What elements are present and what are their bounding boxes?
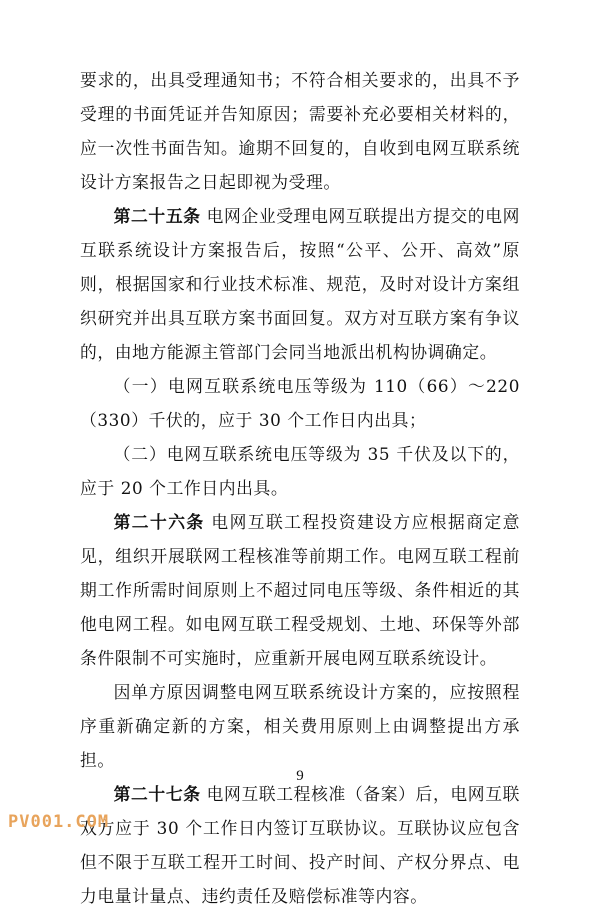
paragraph-text: 电网互联工程投资建设方应根据商定意见，组织开展联网工程核准等前期工作。电网互联工程前期工作所需时间原则上不超过同电压等级、条件相近的其他电网工程。如电网互联工程受规划、土地、环保等外部条件限制不可实施时，应重新开展电网互联系统设计。 xyxy=(80,512,520,668)
body-text xyxy=(80,63,520,913)
paragraph-text: 电网互联工程核准（备案）后，电网互联双方应于 30 个工作日内签订互联协议。互联协议应包含但不限于互联工程开工时间、投产时间、产权分界点、电力电量计量点、违约责任及赔偿标准等内容。 xyxy=(80,784,520,906)
article-27 xyxy=(80,777,520,913)
clause-item xyxy=(80,437,520,505)
paragraph xyxy=(80,63,520,199)
page-number: 9 xyxy=(296,768,304,784)
paragraph xyxy=(80,675,520,777)
article-heading: 第二十七条 xyxy=(113,784,201,804)
article-26 xyxy=(80,505,520,675)
article-25 xyxy=(80,199,520,369)
paragraph-text: （一）电网互联系统电压等级为 110（66）～220（330）千伏的，应于 30 个工作日内出具； xyxy=(80,376,520,430)
paragraph-text: 电网企业受理电网互联提出方提交的电网互联系统设计方案报告后，按照“公平、公开、高效”原则，根据国家和行业技术标准、规范，及时对设计方案组织研究并出具互联方案书面回复。双方对互联方案有争议的，由地方能源主管部门会同当地派出机构协调确定。 xyxy=(80,206,520,362)
watermark-text: PV001.COM xyxy=(8,812,110,832)
paragraph-text: （二）电网互联系统电压等级为 35 千伏及以下的，应于 20 个工作日内出具。 xyxy=(80,444,520,498)
clause-item xyxy=(80,369,520,437)
paragraph-text: 因单方原因调整电网互联系统设计方案的，应按照程序重新确定新的方案，相关费用原则上由调整提出方承担。 xyxy=(80,682,520,770)
article-heading: 第二十五条 xyxy=(113,206,201,226)
paragraph-text: 要求的，出具受理通知书；不符合相关要求的，出具不予受理的书面凭证并告知原因；需要补充必要相关材料的，应一次性书面告知。逾期不回复的，自收到电网互联系统设计方案报告之日起即视为受理。 xyxy=(80,70,520,192)
article-heading: 第二十六条 xyxy=(113,512,205,532)
